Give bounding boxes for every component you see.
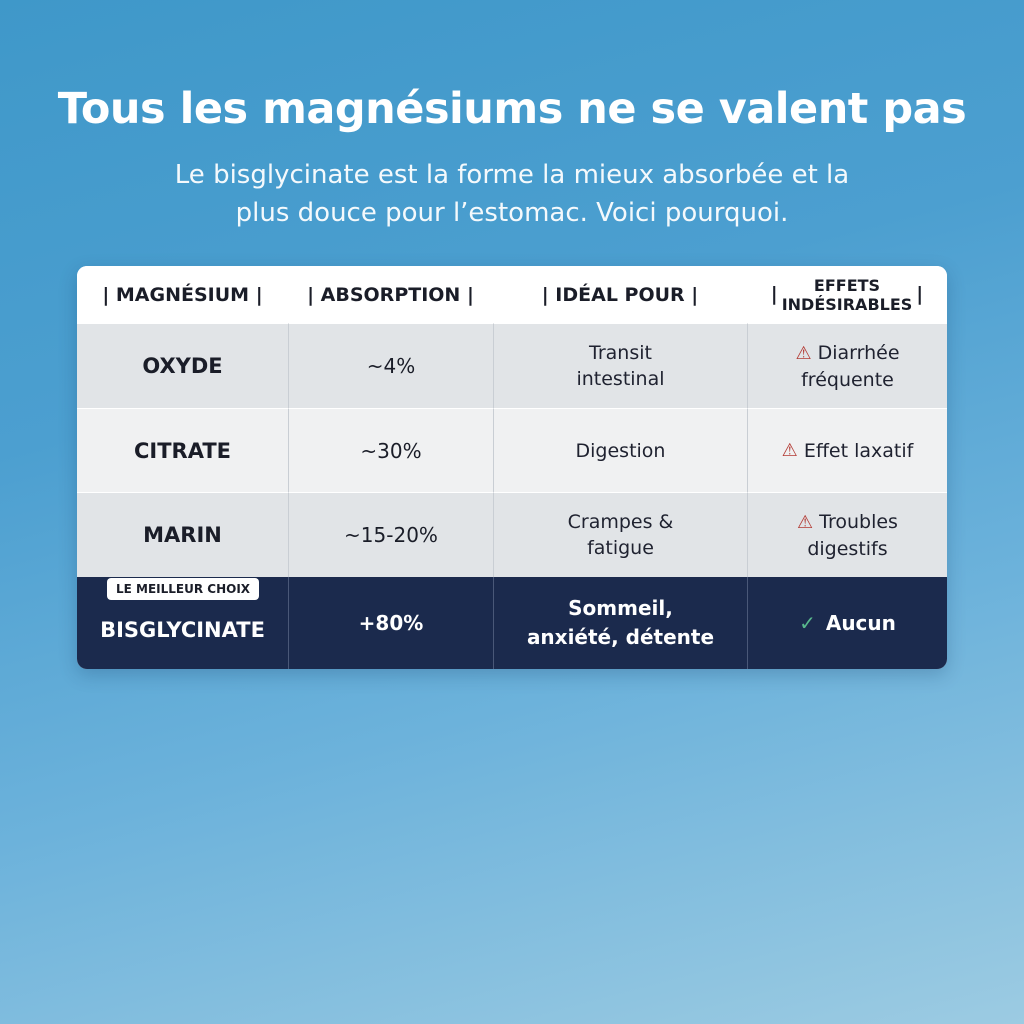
header-effects-bar-left: |	[770, 283, 778, 305]
check-icon: ✓	[799, 611, 816, 635]
page-subtitle	[112, 156, 912, 232]
row-marin-effect-line-2: digestifs	[807, 537, 888, 560]
row-bisglycinate-absorption: +80%	[288, 577, 493, 669]
row-marin-effect	[747, 492, 947, 577]
subtitle-line-1: Le bisglycinate est la forme la mieux absorbée et la	[174, 160, 850, 190]
row-marin-ideal	[493, 492, 747, 577]
comparison-table	[77, 266, 947, 669]
warning-icon: ⚠	[795, 342, 812, 364]
row-marin-ideal-text	[568, 509, 674, 561]
row-marin-effect-line-1: Troubles	[819, 510, 898, 533]
header-effects-line-2: INDÉSIRABLES	[781, 294, 913, 314]
row-citrate-effect-text: Effet laxatif	[803, 439, 914, 462]
row-oxyde-ideal-text	[576, 340, 664, 392]
row-bisglycinate-effect	[747, 577, 947, 669]
header-ideal: | IDÉAL POUR |	[493, 266, 747, 323]
row-bisglycinate-ideal-line-2: anxiété, détente	[526, 625, 715, 649]
row-marin-absorption: ~15-20%	[288, 492, 493, 577]
row-oxyde-effect-line-1: Diarrhée	[817, 341, 900, 364]
page-title: Tous les magnésiums ne se valent pas	[57, 84, 967, 134]
row-oxyde-ideal-line-1: Transit	[589, 342, 652, 364]
best-choice-badge: LE MEILLEUR CHOIX	[107, 578, 259, 600]
header-magnesium: | MAGNÉSIUM |	[77, 266, 288, 323]
row-citrate-effect	[747, 408, 947, 492]
header-effects-line-1: EFFETS	[813, 275, 881, 295]
header-absorption: | ABSORPTION |	[288, 266, 493, 323]
row-oxyde-name: OXYDE	[77, 323, 288, 408]
row-bisglycinate-ideal-text	[527, 594, 714, 652]
warning-icon: ⚠	[797, 511, 814, 533]
row-marin-name: MARIN	[77, 492, 288, 577]
row-oxyde-effect	[747, 323, 947, 408]
row-marin-ideal-line-1: Crampes &	[567, 511, 674, 533]
row-citrate-absorption: ~30%	[288, 408, 493, 492]
row-bisglycinate-name-text: BISGLYCINATE	[100, 618, 265, 642]
row-marin-ideal-line-2: fatigue	[587, 537, 654, 559]
row-oxyde-absorption: ~4%	[288, 323, 493, 408]
row-bisglycinate-ideal-line-1: Sommeil,	[568, 596, 673, 620]
subtitle-line-2: plus douce pour l’estomac. Voici pourquoi.	[235, 198, 789, 228]
row-bisglycinate-effect-text: Aucun	[825, 611, 896, 635]
row-oxyde-ideal-line-2: intestinal	[576, 368, 665, 390]
row-oxyde-effect-line-2: fréquente	[801, 368, 894, 391]
header-effects-bar-right: |	[916, 283, 924, 305]
header-effects	[747, 266, 947, 323]
row-bisglycinate-name	[77, 577, 288, 669]
row-oxyde-ideal	[493, 323, 747, 408]
row-marin-effect-text	[797, 509, 898, 562]
row-citrate-ideal: Digestion	[493, 408, 747, 492]
row-oxyde-effect-text	[795, 340, 899, 393]
warning-icon: ⚠	[781, 439, 798, 461]
row-bisglycinate-ideal	[493, 577, 747, 669]
row-citrate-name: CITRATE	[77, 408, 288, 492]
header-effects-label	[782, 276, 913, 314]
